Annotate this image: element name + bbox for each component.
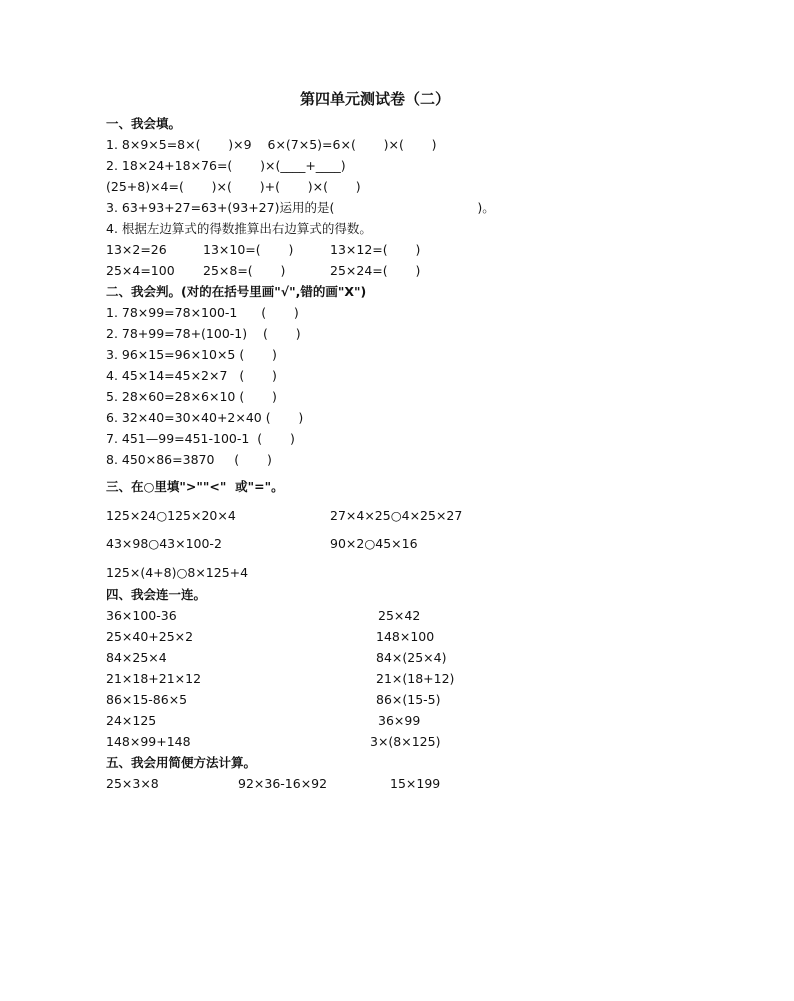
section-3-heading: 三、在○里填">""<" 或"="。: [106, 479, 284, 494]
s4-right-3: 84×(25×4): [376, 650, 447, 665]
s4-right-1: 25×42: [378, 608, 421, 623]
page-title: 第四单元测试卷（二）: [300, 90, 451, 108]
s4-left-7: 148×99+148: [106, 734, 191, 749]
s4-right-4: 21×(18+12): [376, 671, 455, 686]
s4-left-3: 84×25×4: [106, 650, 167, 665]
s4-right-2: 148×100: [376, 629, 435, 644]
s4-left-1: 36×100-36: [106, 608, 177, 623]
s3-compare-c1: 125×(4+8)○8×125+4: [106, 565, 249, 580]
s2-item-1: 1. 78×99=78×100-1 ( ): [106, 305, 299, 320]
s2-item-3: 3. 96×15=96×10×5 ( ): [106, 347, 277, 362]
s2-item-5: 5. 28×60=28×6×10 ( ): [106, 389, 277, 404]
s2-item-7: 7. 451—99=451-100-1 ( ): [106, 431, 295, 446]
s3-compare-b2: 90×2○45×16: [330, 536, 418, 551]
section-2-heading: 二、我会判。(对的在括号里画"√",错的画"X"): [106, 284, 367, 299]
s4-right-7: 3×(8×125): [370, 734, 441, 749]
s2-item-2: 2. 78+99=78+(100-1) ( ): [106, 326, 301, 341]
s4-right-6: 36×99: [378, 713, 421, 728]
s2-item-4: 4. 45×14=45×2×7 ( ): [106, 368, 277, 383]
s1-line-4: 3. 63+93+27=63+(93+27)运用的是( )。: [106, 200, 495, 215]
s1-line-5: 4. 根据左边算式的得数推算出右边算式的得数。: [106, 221, 372, 236]
s4-right-5: 86×(15-5): [376, 692, 441, 707]
section-4-heading: 四、我会连一连。: [106, 587, 207, 602]
s2-item-6: 6. 32×40=30×40+2×40 ( ): [106, 410, 304, 425]
s4-left-5: 86×15-86×5: [106, 692, 188, 707]
s1-row2-col3: 25×24=( ): [330, 263, 421, 278]
section-1-heading: 一、我会填。: [106, 116, 182, 131]
s1-row1-col1: 13×2=26: [106, 242, 167, 257]
s1-line-3: (25+8)×4=( )×( )+( )×( ): [106, 179, 361, 194]
s1-row1-col2: 13×10=( ): [203, 242, 294, 257]
s4-left-2: 25×40+25×2: [106, 629, 194, 644]
s3-compare-a1: 125×24○125×20×4: [106, 508, 236, 523]
s3-compare-a2: 27×4×25○4×25×27: [330, 508, 463, 523]
s1-line-1: 1. 8×9×5=8×( )×9 6×(7×5)=6×( )×( ): [106, 137, 437, 152]
s5-item-3: 15×199: [390, 776, 441, 791]
s2-item-8: 8. 450×86=3870 ( ): [106, 452, 272, 467]
s1-row2-col1: 25×4=100: [106, 263, 175, 278]
s1-row1-col3: 13×12=( ): [330, 242, 421, 257]
section-5-heading: 五、我会用简便方法计算。: [106, 755, 257, 770]
s5-item-1: 25×3×8: [106, 776, 159, 791]
s4-left-4: 21×18+21×12: [106, 671, 202, 686]
s3-compare-b1: 43×98○43×100-2: [106, 536, 222, 551]
s5-item-2: 92×36-16×92: [238, 776, 328, 791]
s1-row2-col2: 25×8=( ): [203, 263, 286, 278]
s1-line-2: 2. 18×24+18×76=( )×(____+____): [106, 158, 346, 173]
s4-left-6: 24×125: [106, 713, 157, 728]
